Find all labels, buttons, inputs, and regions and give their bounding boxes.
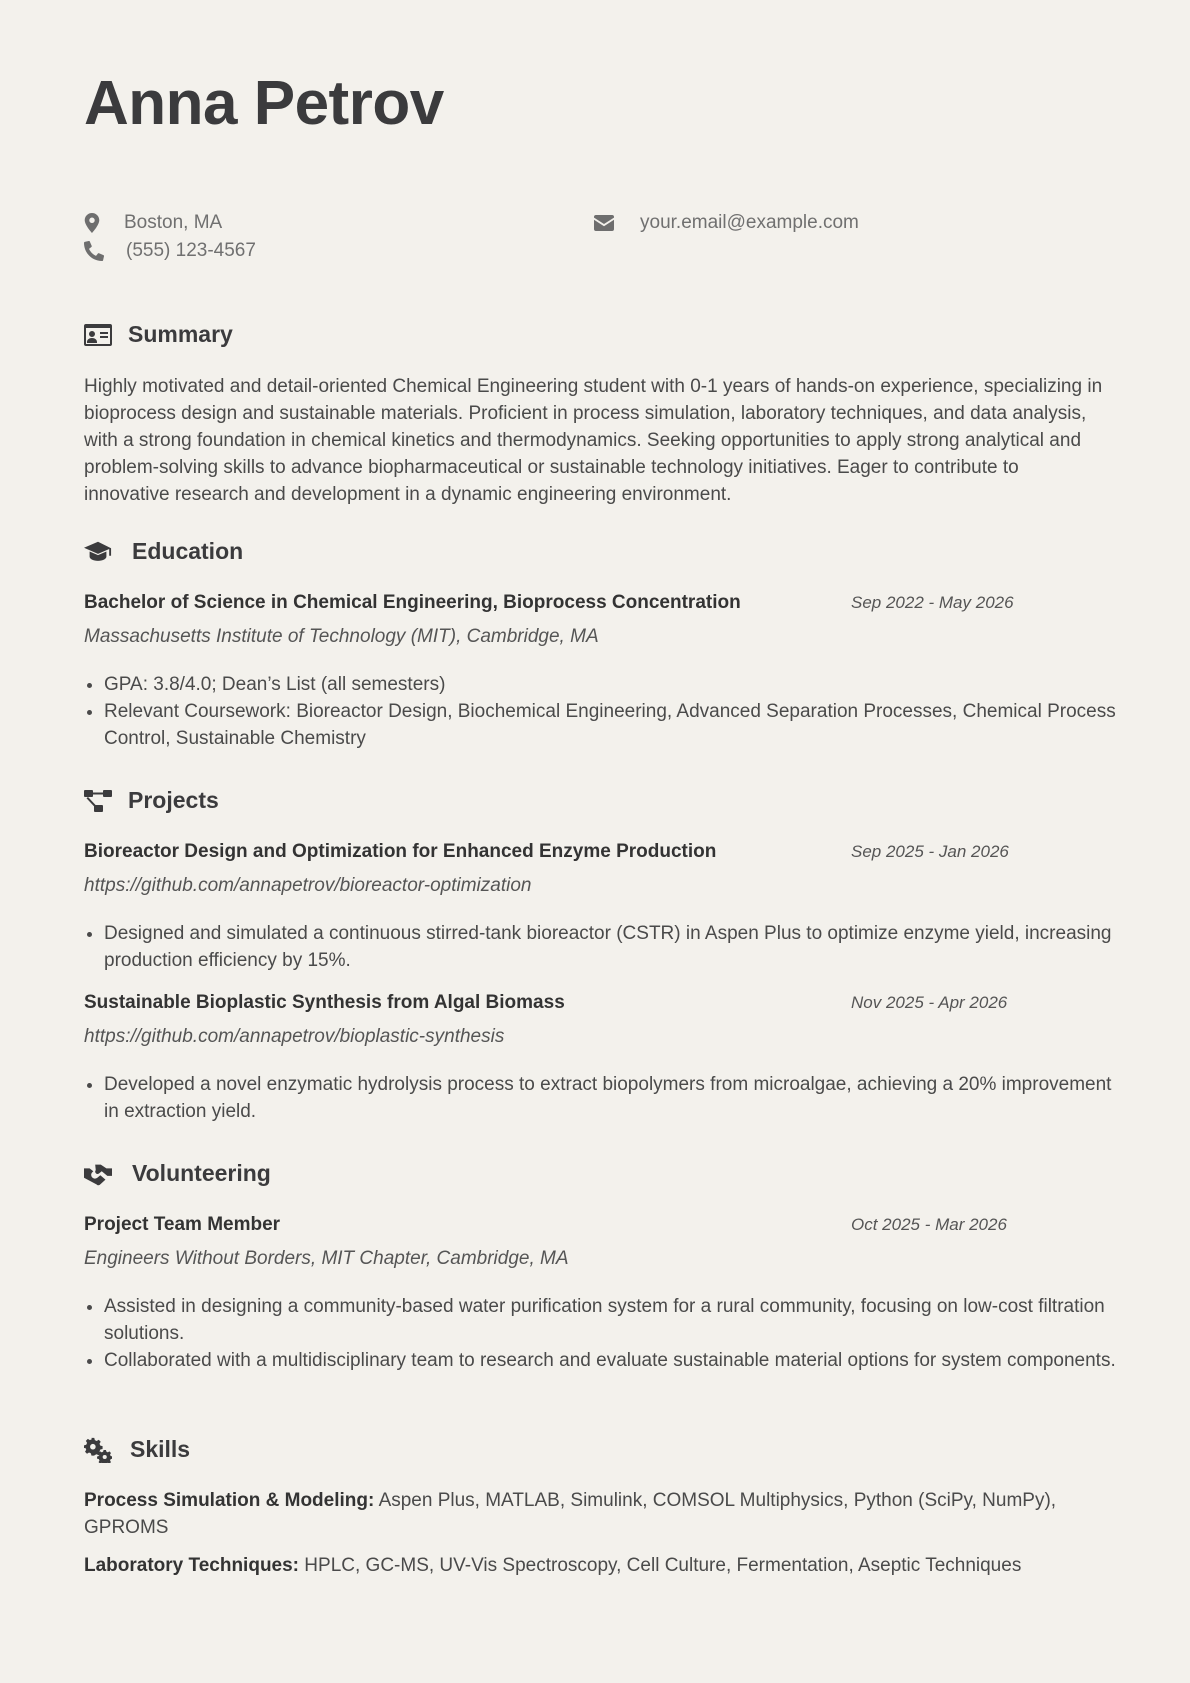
phone-text[interactable]: (555) 123-4567 <box>126 240 256 261</box>
skill-label: Laboratory Techniques: <box>84 1555 300 1576</box>
education-bullets <box>84 671 1126 752</box>
skill-line-2 <box>84 1552 1106 1579</box>
email-text[interactable]: your.email@example.com <box>640 212 859 233</box>
volunteering-org: Engineers Without Borders, MIT Chapter, Cambridge, MA <box>84 1248 569 1269</box>
candidate-name: Anna Petrov <box>84 69 444 138</box>
summary-text: Highly motivated and detail-oriented Chemical Engineering student with 0-1 years of hands-on experience, specializing in bioprocess design and sustainable materials. Proficient in process simulation, laboratory techniques, and data analysis, with a strong foundation in chemical kinetics and thermodynamics. Seeking opportunities to apply strong analytical and problem-solving skills to advance biopharmaceutical or sustainable technology initiatives. Eager to contribute to innovative research and development in a dynamic engineering environment. <box>84 376 1103 505</box>
location-text: Boston, MA <box>124 212 223 233</box>
contact-location <box>84 212 222 234</box>
education-school: Massachusetts Institute of Technology (MIT), Cambridge, MA <box>84 626 599 647</box>
project-dates-2: Nov 2025 - Apr 2026 <box>851 993 1008 1012</box>
map-marker-icon <box>84 213 100 233</box>
envelope-icon <box>594 213 614 233</box>
contact-phone <box>84 240 256 262</box>
summary-heading-text: Summary <box>128 321 233 347</box>
list-item: • Designed and simulated a continuous stirred-tank bioreactor (CSTR) in Aspen Plus to optimize enzyme yield, increasing production efficiency by 15%. <box>104 920 1126 974</box>
skill-label: Process Simulation & Modeling: <box>84 1490 375 1511</box>
education-dates: Sep 2022 - May 2026 <box>851 593 1014 612</box>
volunteering-role: Project Team Member <box>84 1214 281 1235</box>
id-card-icon <box>84 322 114 348</box>
education-degree: Bachelor of Science in Chemical Engineering, Bioprocess Concentration <box>84 592 741 613</box>
list-item: • Relevant Coursework: Bioreactor Design, Biochemical Engineering, Advanced Separation Processes, Chemical Process Control, Sustainable Chemistry <box>104 698 1126 752</box>
project-title-2: Sustainable Bioplastic Synthesis from Algal Biomass <box>84 992 565 1013</box>
list-item: • Assisted in designing a community-based water purification system for a rural community, focusing on low-cost filtration solutions. <box>104 1293 1126 1347</box>
project-link-1[interactable]: https://github.com/annapetrov/bioreactor-optimization <box>84 875 532 896</box>
project-diagram-icon <box>84 788 114 814</box>
project-bullets-2 <box>84 1071 1126 1125</box>
section-heading-skills <box>84 1436 190 1463</box>
education-heading-text: Education <box>132 538 244 564</box>
graduation-cap-icon <box>84 539 114 565</box>
section-heading-summary <box>84 321 233 348</box>
project-dates-1: Sep 2025 - Jan 2026 <box>851 842 1009 861</box>
section-heading-volunteering <box>84 1160 271 1187</box>
list-item: • Developed a novel enzymatic hydrolysis process to extract biopolymers from microalgae, achieving a 20% improvement in extraction yield. <box>104 1071 1126 1125</box>
volunteering-bullets <box>84 1293 1126 1374</box>
skills-heading-text: Skills <box>130 1436 191 1462</box>
project-link-2[interactable]: https://github.com/annapetrov/bioplastic-synthesis <box>84 1026 505 1047</box>
volunteering-dates: Oct 2025 - Mar 2026 <box>851 1215 1007 1234</box>
section-heading-projects <box>84 787 219 814</box>
cogs-icon <box>84 1437 114 1463</box>
volunteering-heading-text: Volunteering <box>132 1160 271 1186</box>
list-item: • Collaborated with a multidisciplinary team to research and evaluate sustainable material options for system components. <box>104 1347 1126 1374</box>
phone-icon <box>84 241 104 261</box>
project-bullets-1 <box>84 920 1126 974</box>
skill-value: Aspen Plus, MATLAB, Simulink, COMSOL Multiphysics, Python (SciPy, NumPy), GPROMS <box>84 1490 1057 1538</box>
section-heading-education <box>84 538 243 565</box>
skill-value: HPLC, GC-MS, UV-Vis Spectroscopy, Cell Culture, Fermentation, Aseptic Techniques <box>304 1555 1022 1576</box>
contact-email <box>594 212 859 234</box>
skill-line-1 <box>84 1487 1106 1541</box>
project-title-1: Bioreactor Design and Optimization for Enhanced Enzyme Production <box>84 841 717 862</box>
projects-heading-text: Projects <box>128 787 219 813</box>
list-item: • GPA: 3.8/4.0; Dean’s List (all semesters) <box>104 671 1126 698</box>
handshake-icon <box>84 1161 114 1187</box>
